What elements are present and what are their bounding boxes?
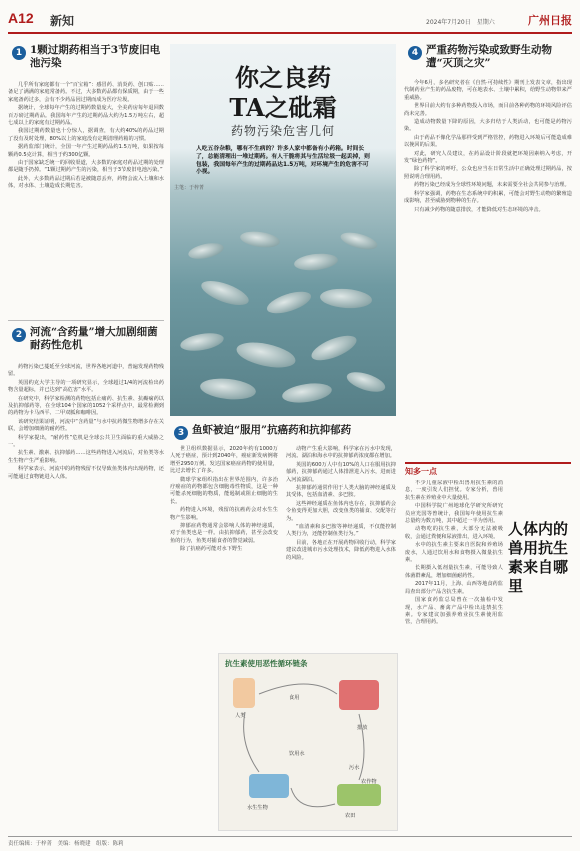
infographic-label: 食用 [289,695,300,701]
fish-illustration [319,287,372,310]
paragraph: 长期摄入低剂量抗生素，可能导致人体菌群紊乱，增加细菌耐药性。 [405,565,503,579]
story-1-title: 1颗过期药相当于3节废旧电池污染 [30,44,161,69]
fish-illustration [199,376,257,402]
paragraph: 药物进入环境，残留的抗癌药会对水生生物产生影响。 [170,507,278,521]
cycle-arrows [219,654,399,832]
story-3-body-left [170,446,278,555]
paragraph: 由于国家缺乏统一的回收渠道，大多数的家庭对药品过期的处理都是随手扔掉。“1颗过期药产生的污染，相当于3节废旧电池污染。” [8,160,164,174]
fish-illustration [198,276,251,310]
paragraph: 英国的600万人中有10%的人口在服用抗抑郁药，抗抑郁药通过人体排泄进入污水，进而进入河流湖泊。 [286,461,396,483]
paragraph: 药物污染已经成为全球性环境问题，未来需要全社会共同参与治理。 [414,182,570,189]
paragraph: 我国过期药数量也十分惊人，据调查，有大约40%的药品过期了没有及时处理，80%以上的家庭没有定期清理药箱的习惯。 [8,128,164,142]
story-4 [404,44,572,456]
issue-date: 2024年7月20日 星期六 [426,19,495,26]
paragraph: 动物产生重大影响，科学家在污水中发现，河流、湖泊和海水中的抗抑郁药浓度都在增加。 [286,446,396,460]
commentary-body [405,480,503,830]
paragraph: 除了抗癌药可能对水下野生 [180,546,243,553]
hero-subtitle: 药物污染危害几何 [230,124,335,138]
fish-illustration [234,338,297,372]
fish-illustration [179,330,225,353]
story-3-number: 3 [174,426,188,440]
infographic-title: 抗生素使用恶性循环链条 [225,659,308,668]
hero-title-line-1: 你之良药 [235,63,331,92]
infographic-label: 饮用水 [289,751,305,757]
paragraph: 抗生素、激素、抗抑郁药……这些药物进入河流后，对鱼类等水生生物产生严重影响。 [8,450,164,464]
infographic-label: 水生生物 [247,805,268,811]
fish-illustration [187,240,225,261]
paragraph: “血清素和多巴胺等神经递质，不仅能控制人类行为，还能控制鱼类行为。” [286,524,396,538]
story-3-title: 鱼虾被迫“服用”抗癌药和抗抑郁药 [192,424,352,436]
story-4-header [404,44,572,72]
paragraph: 英国约克大学主导的一项研究显示，全球超过1/4的河流检出药物含量超标，并已达到“高危害”水平。 [8,379,164,394]
story-3-body-right [286,446,396,563]
story-1-header [8,44,164,72]
byline: 主笔：于梓菁 [174,185,205,191]
divider [8,320,164,321]
story-2 [8,326,164,831]
infographic-label: 农田 [345,813,356,819]
story-3 [170,424,396,650]
paragraph: 几乎所有家庭都有一个“百宝箱”：感冒药、消炎药、创口贴……备足了满满的家庭常备药。不过，大多数药品都有保质期，由于一些家庭备药过多，会有不少药品因过期而成为医疗垃圾。 [8,82,164,103]
hero-title-line-2: TA之砒霜 [229,93,337,122]
paragraph: 抗抑郁药通常作用于人类大脑的神经递质及其受体，包括血清素、多巴胺。 [286,485,396,499]
section-name: 新知 [50,14,75,28]
paragraph: 今年6月，多名研究者在《自然·可持续性》期刊上发表文章，指出现代制药业产生的药品废物，可在地表水、土壤中累积，给野生动物带来严重威胁。 [404,80,572,101]
fish-illustration [239,229,281,249]
paragraph: 除了科学家的呼吁，公众也应当在日常生活中正确处理过期药品，按照说明合理用药。 [404,166,572,180]
paragraph: 这些神经递质在鱼体内也存在，抗抑郁药会令鱼变得更加大胆，改变鱼类的捕食、交配等行为。 [286,500,396,522]
fish-illustration [264,287,313,317]
paragraph: 在研究中，科学家检测的药物包括止痛药、抗生素、抗癫痫药以及抗抑郁药等，在全球104个国家的1052个采样点中，最常检测到的药物为卡马西平、二甲双胍和咖啡因。 [8,395,164,417]
fish-illustration [339,229,379,252]
story-2-title: 河流“含药量”增大加剧细菌耐药性危机 [30,326,158,351]
paragraph: 世卫组织数据显示，2020年约有1000万人死于癌症，预计到2040年，癌症新发病例将增至2950万例。发达国家癌症药物的使用量，比过去增长了许多。 [170,446,278,475]
paragraph: 动物吃的抗生素，大部分无法被吸收，会通过粪便和尿液排出，进入环境。 [405,526,503,540]
paragraph: 药物污染已蔓延至全球河流，世界各地河道中，普遍发现药物残留。 [8,364,164,378]
story-3-header [170,424,396,442]
masthead [8,8,572,34]
paragraph: 造成动物数量下降的原因，大多归结于人类活动，也可能是药物污染。 [404,119,572,133]
commentary-header [405,462,571,476]
story-1-number: 1 [12,46,26,60]
story-4-title: 严重药物污染或致野生动物遭“灭顶之灾” [426,44,552,69]
paragraph: 抑郁症药物通常会影响人体的神经递质，对于鱼类也是一样。由抗抑郁药，甚至会改变鱼的行为，鱼类对捕食者的警觉减弱。 [170,523,278,544]
paragraph: 目前，各地正在开展药物回收行动，科学家建议改进城市污水处理技术，降低药物进入水体的风险。 [286,539,396,561]
paragraph: 该研究结果证明，河流中“含药量”与水中抗药微生物增多存在关联，会增加细菌的耐药性。 [8,418,164,433]
paragraph: 2017年11月，上海、山西等地食药监局查出部分产品含抗生素。 [405,581,503,595]
hero-lead: 人吃五谷杂粮，哪有不生病的？许多人家中都备有小药箱。时间长了，总能清理出一堆过期药。有人干脆将其与生活垃圾一起丢掉，则包装，我国每年产生的过期药品达1.5万吨，对环境产生的危害不可小视。 [196,146,370,176]
commentary-header-label: 知多一点 [405,467,437,476]
paragraph: 据统计，全球每年产生的过期药数量庞大，全美药房每年退回数百万磅过期药品。我国每年产生的过期药品大约为1.5万吨左右，超七成以上的家庭有过期药品。 [8,105,164,127]
paragraph: 由于药品不像化学品那样受到严格管控，药物进入环境后可能造成难以挽回的后果。 [404,134,572,149]
story-2-body [8,364,164,481]
paragraph: 中国科学院广州地球化学研究所研究员应光国等曾统计，我国每年使用抗生素总量约为数万吨，其中超过一半为兽用。 [405,503,503,525]
story-4-body [404,80,572,214]
infographic-label: 污水 [349,765,360,771]
commentary-title: 人体内的兽用抗生素来自哪里 [508,520,569,595]
paragraph: 世界目前大约有多种药物投入市场，而目前各种药物的环境风险评估尚未完善。 [404,103,572,117]
fish-illustration [345,368,388,396]
story-2-header [8,326,164,354]
paragraph: 不少儿童尿液中检出兽用抗生素的消息，一度引发人们担忧。专家分析，兽用抗生素在养殖业中大量使用。 [405,480,503,501]
paragraph: 对此，研究人员建议，在药品设计阶段就把环境因素纳入考虑，开发“绿色药物”。 [404,150,572,165]
infographic [218,653,398,831]
fish-illustration [308,331,359,366]
page-number: A12 [8,10,34,26]
fish-illustration [281,381,333,406]
newspaper-logo: 广州日报 [528,14,572,27]
hero-photo [170,44,396,416]
story-1 [8,44,164,316]
infographic-label: 人类 [235,713,246,719]
page-footer: 责任编辑：于梓菁 美编：杨晓建 组版：陈莉 [8,836,572,847]
story-2-number: 2 [12,328,26,342]
paragraph: 微球学家组织指出在世界范围内，许多治疗癌症的药物都包含细胞毒性物质，这是一种可能杀死细胞的物质，能遏制或阻止细胞的生长。 [170,476,278,505]
story-1-body [8,82,164,191]
paragraph: 科学家提出，“耐药性”危机是全球公共卫生面临的重大威胁之一。 [8,434,164,449]
story-4-number: 4 [408,46,422,60]
paragraph: 国家食药监总局曾在一次抽检中发现，水产品、畜禽产品中检出违禁抗生素。专家建议加强养殖业抗生素使用监管，合理用药。 [405,597,503,626]
paragraph: 此外，大多数药品过期后若是被随意丢弃，药物会流入土壤和水体，对水体、土壤造成长期危害。 [8,175,164,190]
infographic-label: 排放 [357,725,368,731]
paragraph: 科学家表示，河流中的药物残留不仅导致鱼类体内出现药物，还可能通过食物链进入人体。 [8,466,164,480]
paragraph: 水中的抗生素主要来自医院和养殖场废水，人通过饮用水和食物摄入微量抗生素。 [405,542,503,564]
paragraph: 科学家强调，药物在生态系统中的积累，可能会对野生动物的繁殖造成影响，甚至威胁到物种的生存。 [404,190,572,205]
infographic-label: 农作物 [361,779,377,785]
paragraph: 据药监部门统计，全国一年产生过期药品约1.5万吨，如果按每颗药0.5克计算，相当于约300亿颗。 [8,144,164,158]
paragraph: 只有减少药物的随意排放，才能降低对生态环境的冲击。 [414,206,544,213]
fish-illustration [293,252,338,273]
